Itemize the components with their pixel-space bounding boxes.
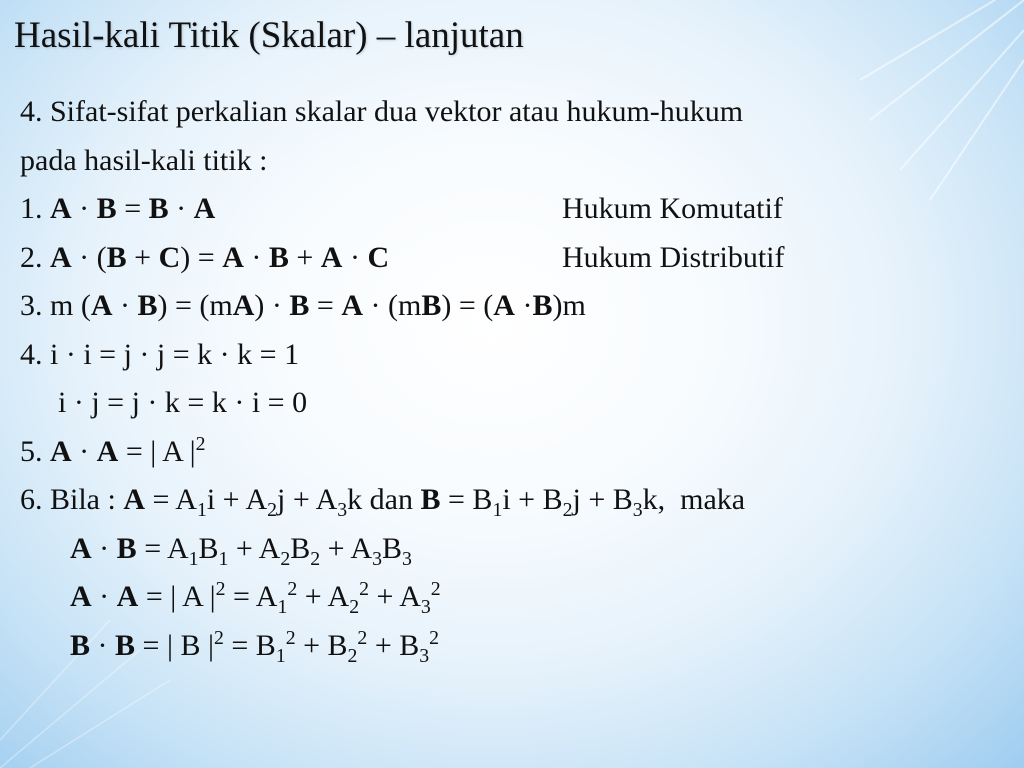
law-6-b-squared: B · B = | B $|^2 = B_1^2 + B_2^2 + B_3^2$ bbox=[70, 626, 440, 667]
law-2-name: Hukum Distributif bbox=[562, 240, 785, 274]
law-3-scalar-multiple: 3. m (A · B) = (mA) · B = A · (mB) = (A ·B)m bbox=[20, 289, 586, 322]
law-6-a-squared: A · A = | A $|^2 = A_1^2 + A_2^2 + A_3^2$ bbox=[70, 578, 441, 618]
law-4-unit-vectors-b: i · j = j · k = k · i = 0 bbox=[58, 386, 308, 419]
law-5-magnitude: 5. A · A = | A $|^2$ bbox=[20, 432, 206, 468]
intro-line-1: 4. Sifat-sifat perkalian skalar dua vektor atau hukum-hukum bbox=[20, 95, 744, 128]
law-2-formula: 2. A · (B + C) = A · B + A · C bbox=[20, 240, 390, 274]
law-1-name: Hukum Komutatif bbox=[562, 192, 783, 225]
law-6-components: 6. Bila : $A = A_1i + A_2j + A_3k$ dan $B = B_1i + B_2j + B_3k$, maka bbox=[20, 483, 746, 521]
slide-title: Hasil-kali Titik (Skalar) – lanjutan bbox=[14, 15, 524, 56]
law-2-distributive bbox=[20, 236, 1010, 285]
law-1-formula: 1. A · B = B · A bbox=[20, 192, 216, 225]
law-1-commutative bbox=[20, 187, 1010, 236]
law-6-dot-product: $A \cdot B = A_1B_1 + A_2B_2 + A_3B_3$ bbox=[70, 531, 412, 570]
intro-line-2: pada hasil-kali titik : bbox=[20, 143, 268, 177]
slide-body bbox=[20, 90, 1010, 672]
law-4-unit-vectors-a: 4. i · i = j · j = k · k = 1 bbox=[20, 337, 300, 371]
